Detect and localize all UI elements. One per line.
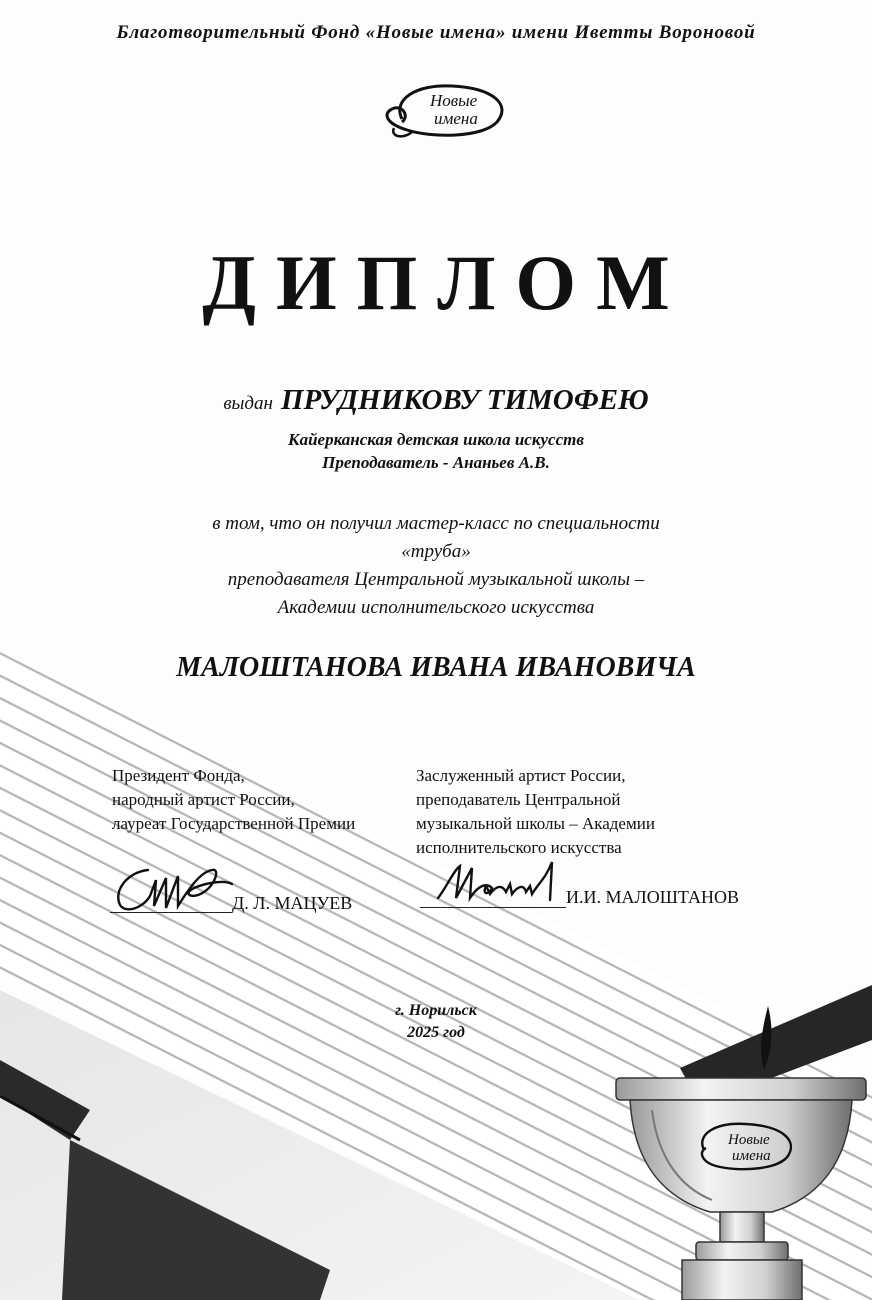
teacher-name: Преподаватель - Ананьев А.В. — [322, 453, 550, 472]
signature-matsuev — [108, 850, 238, 916]
signatory-1-line-3: лауреат Государственной Премии — [112, 814, 356, 833]
signatory-teacher — [416, 764, 655, 860]
signatory-1-line-1: Президент Фонда, — [112, 766, 245, 785]
master-name: МАЛОШТАНОВА ИВАНА ИВАНОВИЧА — [176, 652, 696, 683]
issued-word: выдан — [223, 393, 273, 414]
year: 2025 год — [407, 1024, 465, 1041]
issued-to-line — [0, 384, 872, 417]
new-names-logo — [372, 74, 514, 144]
body-line-2: «труба» — [401, 541, 471, 562]
diploma-title: ДИПЛОМ — [202, 239, 690, 326]
logo-text-top: Новые — [430, 91, 478, 110]
signature-maloshtanov — [426, 848, 576, 908]
signatory-1-line-2: народный артист России, — [112, 790, 295, 809]
signatory-2-line-4: исполнительского искусства — [416, 838, 622, 857]
signatory-2-line-3: музыкальной школы – Академии — [416, 814, 655, 833]
signatory-2-line-2: преподаватель Центральной — [416, 790, 621, 809]
recipient-name: ПРУДНИКОВУ ТИМОФЕЮ — [280, 384, 649, 416]
cup-logo-text-bottom: имена — [732, 1148, 771, 1164]
cup-illustration — [612, 1000, 872, 1300]
cup-logo-text-top: Новые — [728, 1132, 770, 1148]
city: г. Норильск — [395, 1002, 477, 1019]
school-name: Кайерканская детская школа искусств — [288, 430, 584, 449]
logo-text-bottom: имена — [434, 109, 478, 128]
body-line-3: преподавателя Центральной музыкальной школы – — [227, 569, 645, 590]
signatory-2-name: И.И. МАЛОШТАНОВ — [566, 887, 739, 907]
body-line-4: Академии исполнительского искусства — [277, 597, 595, 618]
flame-icon — [761, 1006, 771, 1070]
signature-line-2 — [420, 907, 566, 908]
school-block — [0, 428, 872, 474]
signatory-2-line-1: Заслуженный артист России, — [416, 766, 626, 785]
body-line-1: в том, что он получил мастер-класс по специальности — [212, 513, 660, 534]
signature-line-1 — [110, 912, 232, 913]
signatory-1-name: Д. Л. МАЦУЕВ — [232, 893, 353, 913]
foundation-name: Благотворительный Фонд «Новые имена» имени Иветты Вороновой — [116, 22, 756, 43]
diploma-body — [0, 510, 872, 622]
signatory-president — [112, 764, 355, 836]
